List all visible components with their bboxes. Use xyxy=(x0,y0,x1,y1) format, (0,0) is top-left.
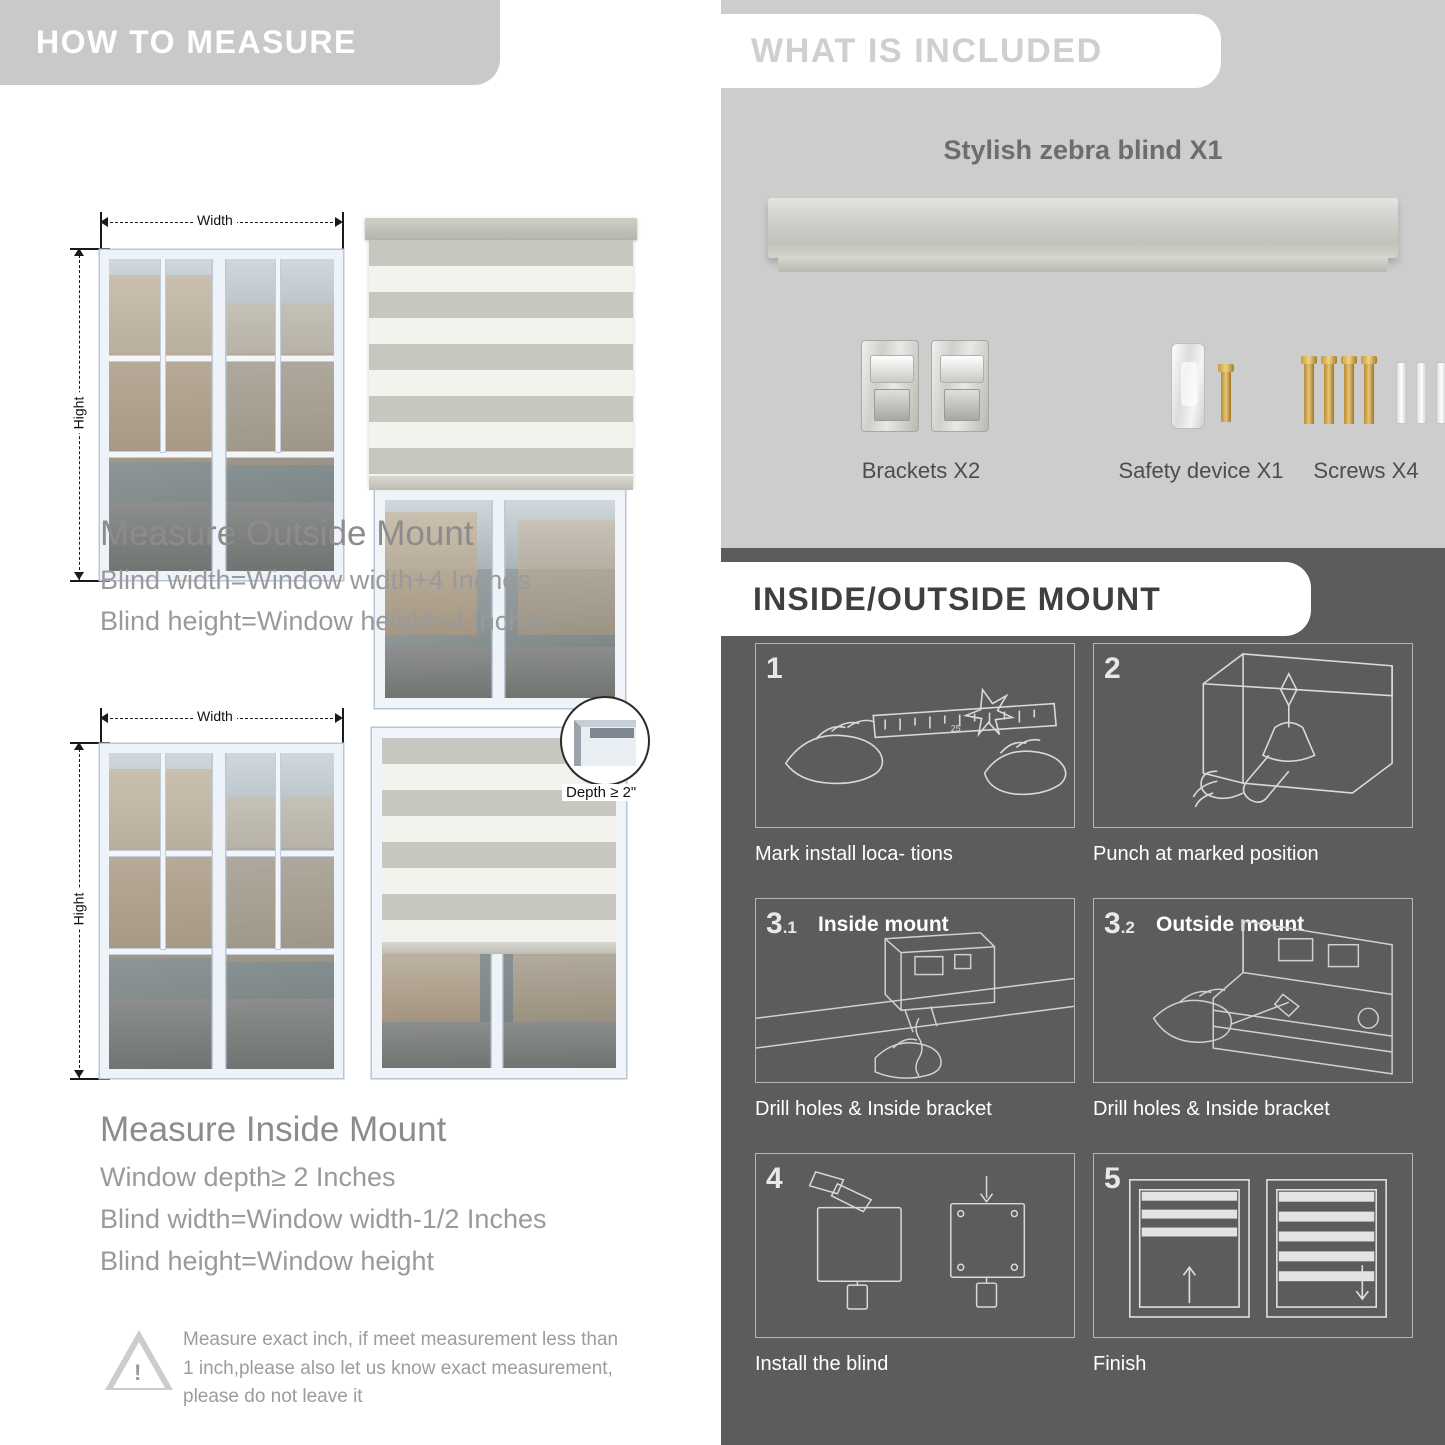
step-5-illustration xyxy=(1094,1154,1412,1338)
window-building-2 xyxy=(226,303,334,465)
safety-device-label: Safety device X1 xyxy=(1118,458,1284,483)
step-2-frame xyxy=(1093,643,1413,828)
depth-callout-circle xyxy=(560,696,650,786)
what-is-included-tab xyxy=(721,14,1221,88)
bracket-icon-2 xyxy=(931,340,989,432)
brackets-label: Brackets X2 xyxy=(861,458,981,483)
inside-window-building-2 xyxy=(226,797,334,961)
measurement-warning xyxy=(105,1320,665,1430)
screw-icon-3 xyxy=(1344,362,1354,424)
step-3-1-num-sub: .1 xyxy=(782,918,797,937)
step-3-2-illustration xyxy=(1094,899,1412,1083)
screw-icon-2 xyxy=(1324,362,1334,424)
blind-headrail xyxy=(365,218,637,240)
safety-screw-icon xyxy=(1221,370,1231,422)
step-3-2-num-main: 3 xyxy=(1104,907,1121,940)
brackets-part xyxy=(781,340,1061,500)
step-1-number: 1 xyxy=(766,652,783,685)
step-4-caption: Install the blind xyxy=(755,1353,889,1375)
screws-part xyxy=(1266,340,1445,500)
step-3-2-inline-title: Outside mount xyxy=(1156,913,1305,936)
inside-window-center-post xyxy=(213,753,225,1069)
step-1 xyxy=(755,643,1075,903)
how-to-measure-tab xyxy=(0,0,500,85)
window-mullion-vertical-2 xyxy=(161,259,165,452)
inside-outside-mount-title: INSIDE/OUTSIDE MOUNT xyxy=(753,580,1162,617)
how-to-measure-title: HOW TO MEASURE xyxy=(36,24,357,60)
outside-width-label: Width xyxy=(193,212,237,228)
svg-text:25: 25 xyxy=(950,723,961,734)
inside-height-label: Hight xyxy=(70,889,86,930)
outside-width-tick-right xyxy=(342,212,344,254)
inside-width-label: Width xyxy=(193,708,237,724)
safety-device-icon xyxy=(1171,343,1205,429)
outside-mount-heading: Measure Outside Mount xyxy=(100,514,474,553)
what-is-included-title: WHAT IS INCLUDED xyxy=(751,31,1103,70)
step-3-2-num-sub: .2 xyxy=(1120,918,1135,937)
inside-mount-line-1: Window depth≥ 2 Inches xyxy=(100,1162,396,1192)
step-5-frame xyxy=(1093,1153,1413,1338)
step-1-caption: Mark install loca- tions xyxy=(755,843,953,865)
step-1-frame xyxy=(755,643,1075,828)
step-4-frame xyxy=(755,1153,1075,1338)
zebra-blind-headrail-product xyxy=(768,198,1398,258)
screw-icon-1 xyxy=(1304,362,1314,424)
inside-window-mullion-v2 xyxy=(161,753,165,949)
inside-outside-mount-tab xyxy=(721,562,1311,636)
how-to-measure-panel xyxy=(0,0,712,1445)
depth-callout-label: Depth ≥ 2" xyxy=(562,784,640,801)
step-2-number: 2 xyxy=(1104,652,1121,685)
screw-icon-4 xyxy=(1364,362,1374,424)
outside-height-arrow-down xyxy=(74,572,84,580)
inside-height-tick-bottom xyxy=(70,1078,110,1080)
step-4-illustration xyxy=(756,1154,1074,1338)
warning-text: Measure exact inch, if meet measurement less than 1 inch,please also let us know exact measurement, please do not leave it xyxy=(183,1329,619,1407)
step-5 xyxy=(1093,1153,1413,1413)
step-3-2-caption: Drill holes & Inside bracket xyxy=(1093,1098,1330,1120)
wall-anchor-icon-2 xyxy=(1416,362,1427,424)
what-is-included-panel xyxy=(721,0,1445,548)
window-mullion-vertical-3 xyxy=(276,259,280,452)
wall-anchor-icon-1 xyxy=(1396,362,1407,424)
outside-height-label: Hight xyxy=(70,393,86,434)
inside-mount-figure xyxy=(0,696,712,1096)
inside-blind-bottom-bar xyxy=(382,942,616,954)
inside-window-mullion-v3 xyxy=(276,753,280,949)
bracket-icon-1 xyxy=(861,340,919,432)
step-3-2 xyxy=(1093,898,1413,1158)
step-3-1 xyxy=(755,898,1075,1158)
inside-outside-mount-panel xyxy=(721,548,1445,1445)
blind-bottom-bar xyxy=(369,476,633,490)
warning-exclamation: ! xyxy=(134,1360,142,1385)
inside-window-illustration xyxy=(100,744,343,1078)
step-3-1-illustration xyxy=(756,899,1074,1083)
blind-window-center-post xyxy=(493,500,504,698)
zebra-blind-fabric xyxy=(369,240,633,486)
wall-anchor-icon-3 xyxy=(1436,362,1445,424)
step-2-caption: Punch at marked position xyxy=(1093,843,1319,865)
step-5-number: 5 xyxy=(1104,1162,1121,1195)
step-3-1-num-main: 3 xyxy=(766,907,783,940)
inside-height-arrow-down xyxy=(74,1070,84,1078)
step-2 xyxy=(1093,643,1413,903)
step-1-illustration xyxy=(756,644,1074,828)
step-3-1-frame xyxy=(755,898,1075,1083)
outside-mount-line-1: Blind width=Window width+4 Inches xyxy=(100,565,531,595)
outside-mount-figure xyxy=(0,100,712,500)
main-product-label: Stylish zebra blind X1 xyxy=(943,135,1223,165)
step-5-caption: Finish xyxy=(1093,1353,1147,1375)
step-2-illustration xyxy=(1094,644,1412,828)
inside-blind-building xyxy=(382,943,480,1022)
inside-mount-line-3: Blind height=Window height xyxy=(100,1246,434,1276)
screws-label: Screws X4 xyxy=(1313,458,1419,483)
outside-mount-line-2: Blind height=Window height+4 Inches xyxy=(100,606,552,636)
step-4 xyxy=(755,1153,1075,1413)
inside-mount-heading: Measure Inside Mount xyxy=(100,1110,447,1149)
step-3-1-caption: Drill holes & Inside bracket xyxy=(755,1098,992,1120)
step-4-number: 4 xyxy=(766,1162,783,1195)
step-3-2-frame xyxy=(1093,898,1413,1083)
step-3-1-inline-title: Inside mount xyxy=(818,913,949,936)
inside-mount-line-2: Blind width=Window width-1/2 Inches xyxy=(100,1204,547,1234)
